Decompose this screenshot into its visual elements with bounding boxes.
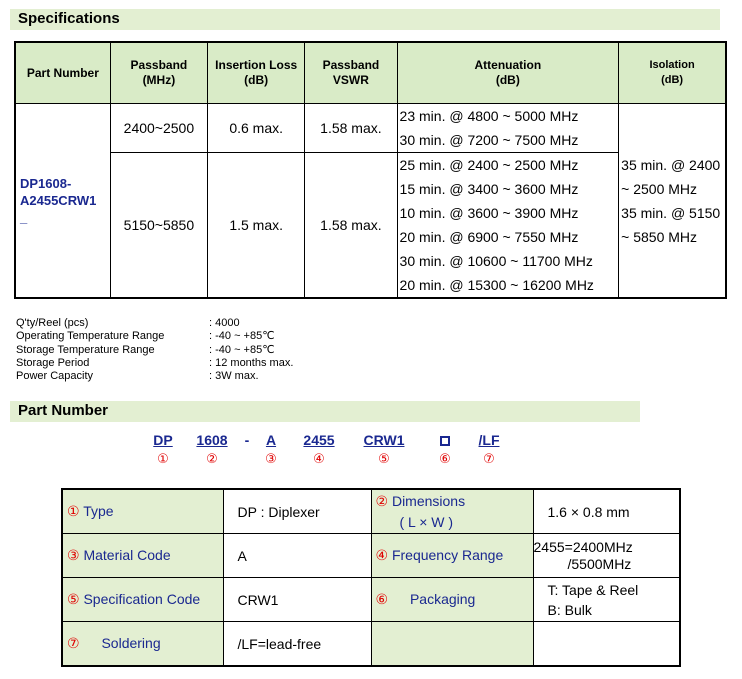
- packaging-value: [533, 578, 680, 622]
- passband-cell: 5150~5850: [110, 153, 207, 299]
- code-text: DP: [153, 432, 173, 448]
- empty-cell: [371, 622, 533, 667]
- header-il-l1: Insertion Loss: [215, 58, 298, 72]
- header-part-number: Part Number: [15, 42, 110, 104]
- code-number: ③: [265, 451, 277, 466]
- type-value: DP : Diplexer: [223, 489, 371, 534]
- type-label: [62, 489, 223, 534]
- header-vswr-l1: Passband: [322, 58, 380, 72]
- header-iso-l1: Isolation: [649, 59, 695, 71]
- code-text: A: [265, 432, 277, 448]
- frequency-label: [371, 534, 533, 578]
- code-text: 1608: [196, 432, 228, 448]
- list-item: [16, 344, 293, 357]
- code-segment: [260, 431, 282, 468]
- dimensions-value: 1.6 × 0.8 mm: [533, 489, 680, 534]
- dimensions-label: [371, 489, 533, 534]
- property-label: Q'ty/Reel (pcs): [16, 317, 89, 329]
- value-line-2: B: Bulk: [547, 601, 592, 618]
- code-segment: [357, 431, 411, 468]
- table-row: [62, 578, 680, 622]
- code-text: 2455: [303, 432, 335, 448]
- soldering-value: /LF=lead-free: [223, 622, 371, 667]
- vswr-cell: 1.58 max.: [305, 153, 397, 299]
- code-segment: [240, 431, 254, 468]
- property-value: : 3W max.: [209, 370, 259, 383]
- square-icon: [440, 436, 450, 446]
- property-value: : -40 ~ +85℃: [209, 330, 275, 343]
- header-vswr-l2: VSWR: [332, 73, 369, 87]
- property-label: Operating Temperature Range: [16, 330, 165, 343]
- table-row: [15, 104, 726, 153]
- isolation-cell: [619, 104, 726, 299]
- list-item: [16, 357, 293, 370]
- number-badge: ⑤: [67, 591, 80, 607]
- property-value: : -40 ~ +85℃: [209, 343, 275, 356]
- box-icon: [434, 431, 456, 449]
- code-text: CRW1: [363, 432, 405, 448]
- soldering-label: [62, 622, 223, 667]
- property-label: Storage Temperature Range: [16, 343, 155, 356]
- empty-cell: [533, 622, 680, 667]
- clipped-heading: [10, 0, 310, 6]
- label-text-2: ( L × W ): [399, 513, 454, 530]
- property-value: : 12 months max.: [209, 356, 294, 369]
- attenuation-line: 30 min. @ 10600 ~ 11700 MHz: [399, 253, 593, 269]
- specifications-table: [14, 41, 727, 299]
- property-label: Storage Period: [16, 356, 90, 369]
- specification-label: [62, 578, 223, 622]
- code-number: [240, 450, 254, 468]
- specification-value: CRW1: [223, 578, 371, 622]
- code-segment: [298, 431, 340, 468]
- material-label: [62, 534, 223, 578]
- property-value: : 4000: [209, 317, 240, 329]
- insertion-loss-cell: 1.5 max.: [208, 153, 305, 299]
- attenuation-line: 20 min. @ 15300 ~ 16200 MHz: [399, 277, 594, 293]
- material-value: A: [223, 534, 371, 578]
- list-item: [16, 317, 293, 330]
- attenuation-line: 20 min. @ 6900 ~ 7550 MHz: [399, 229, 579, 245]
- insertion-loss-cell: 0.6 max.: [208, 104, 305, 153]
- header-il-l2: (dB): [244, 73, 269, 87]
- code-text: -: [244, 432, 250, 448]
- label-text: Packaging: [409, 591, 476, 607]
- header-passband-l1: Passband: [130, 58, 188, 72]
- label-text: Material Code: [83, 547, 171, 563]
- code-number: ⑥: [439, 451, 451, 466]
- attenuation-line: 10 min. @ 3600 ~ 3900 MHz: [399, 205, 579, 221]
- table-row: [62, 534, 680, 578]
- attenuation-line: 23 min. @ 4800 ~ 5000 MHz: [399, 108, 579, 124]
- packaging-label: [371, 578, 533, 622]
- part-number-code: [0, 431, 742, 471]
- code-segment: [192, 431, 232, 468]
- code-segment: [148, 431, 178, 468]
- number-badge: ③: [67, 547, 80, 563]
- table-row: [62, 622, 680, 667]
- spec-header-row: [15, 42, 726, 104]
- number-badge: ⑥: [375, 591, 389, 607]
- value-line: T: Tape & Reel: [547, 581, 639, 598]
- label-text: Soldering: [101, 635, 161, 651]
- code-number: ⑦: [483, 451, 495, 466]
- label-text: Type: [83, 503, 114, 519]
- part-number-l2: A2455CRW1: [20, 193, 97, 208]
- label-text: Specification Code: [83, 591, 201, 607]
- code-number: ①: [157, 451, 169, 466]
- isolation-line: ~ 2500 MHz: [621, 180, 698, 197]
- number-badge: ⑦: [67, 635, 80, 651]
- value-line: 2455=2400MHz: [533, 538, 633, 555]
- list-item: [16, 370, 293, 383]
- header-passband: [110, 42, 207, 104]
- list-item: [16, 330, 293, 343]
- label-text: Dimensions: [391, 492, 466, 509]
- property-label: Power Capacity: [16, 370, 94, 383]
- code-segment: [434, 431, 456, 468]
- header-isolation: [619, 42, 726, 104]
- isolation-line: 35 min. @ 5150: [621, 204, 721, 221]
- attenuation-line: 30 min. @ 7200 ~ 7500 MHz: [399, 132, 579, 148]
- isolation-line: ~ 5850 MHz: [621, 228, 698, 245]
- header-insertion-loss: [208, 42, 305, 104]
- attenuation-line: 25 min. @ 2400 ~ 2500 MHz: [399, 157, 579, 173]
- code-segment: [474, 431, 504, 468]
- label-text: Frequency Range: [391, 547, 504, 563]
- value-line-2: /5500MHz: [567, 555, 632, 572]
- header-vswr: [305, 42, 397, 104]
- number-badge: ②: [375, 492, 389, 509]
- section-title-specifications: Specifications: [10, 9, 720, 30]
- code-number: ④: [313, 451, 325, 466]
- table-row: [62, 489, 680, 534]
- part-number-l1: DP1608-: [20, 176, 72, 191]
- header-att-l2: (dB): [495, 73, 520, 87]
- attenuation-cell: [397, 104, 619, 153]
- code-text: /LF: [478, 432, 500, 448]
- part-number-cell: [15, 104, 110, 299]
- properties-list: [16, 317, 293, 383]
- attenuation-cell: [397, 153, 619, 299]
- header-attenuation: [397, 42, 619, 104]
- number-badge: ④: [375, 547, 389, 563]
- section-title-part-number: Part Number: [10, 401, 640, 422]
- code-number: ⑤: [378, 451, 390, 466]
- header-iso-l2: (dB): [661, 74, 684, 86]
- header-att-l1: Attenuation: [474, 58, 542, 72]
- attenuation-line: 15 min. @ 3400 ~ 3600 MHz: [399, 181, 579, 197]
- part-number-table: [61, 488, 681, 667]
- frequency-value: [533, 534, 680, 578]
- vswr-cell: 1.58 max.: [305, 104, 397, 153]
- isolation-line: 35 min. @ 2400: [621, 156, 721, 173]
- number-badge: ①: [67, 503, 80, 519]
- header-passband-l2: (MHz): [142, 73, 176, 87]
- code-number: ②: [206, 451, 218, 466]
- part-number-l3: _: [20, 210, 28, 225]
- passband-cell: 2400~2500: [110, 104, 207, 153]
